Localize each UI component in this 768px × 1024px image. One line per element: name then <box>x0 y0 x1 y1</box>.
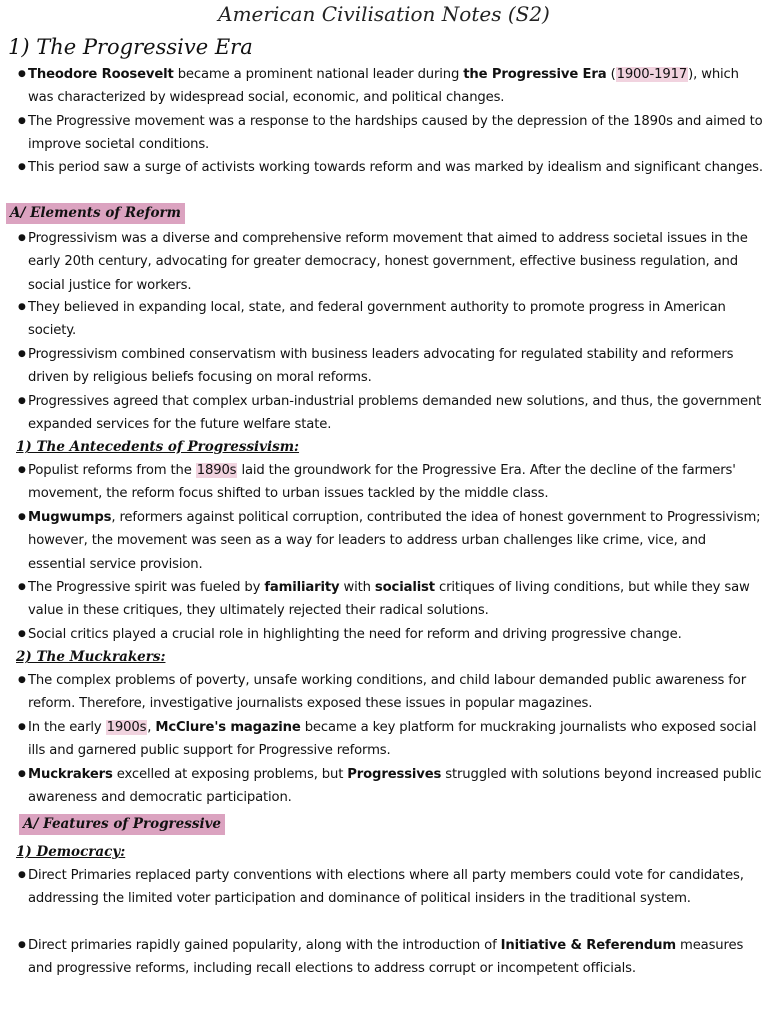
bullet-complex-problems: ● The complex problems of poverty, unsafe working conditions, and child labour demanded public awareness for reform. Therefore, investigative journalists exposed these issues in popular magazines. <box>18 669 766 716</box>
subheading-muckrakers: 2) The Muckrakers: <box>16 649 166 665</box>
bold-familiarity: familiarity <box>264 580 340 595</box>
bullet-muckrakers: ● Muckrakers excelled at exposing problems, but Progressives struggled with solutions beyond increased public awareness and democratic participation. <box>18 763 766 810</box>
bullet-welfare-state: ● Progressives agreed that complex urban-industrial problems demanded new solutions, and thus, the government expanded services for the future welfare state. <box>18 390 766 437</box>
bold-socialist: socialist <box>374 580 435 595</box>
section-features-of-progressive: A/ Features of Progressive <box>19 814 225 835</box>
bold-roosevelt: Theodore Roosevelt <box>28 67 174 82</box>
bold-progressive-era: the Progressive Era <box>463 67 607 82</box>
section-elements-of-reform: A/ Elements of Reform <box>6 203 185 224</box>
highlight-1890s: 1890s <box>196 463 237 478</box>
subheading-antecedents: 1) The Antecedents of Progressivism: <box>16 439 300 455</box>
bullet-activists: ● This period saw a surge of activists working towards reform and was marked by idealism and significant changes. <box>18 156 766 179</box>
bold-progressives: Progressives <box>347 767 442 782</box>
document-title: American Civilisation Notes (S2) <box>218 2 550 26</box>
bullet-populist: ● Populist reforms from the 1890s laid the groundwork for the Progressive Era. After the decline of the farmers' movement, the reform focus shifted to urban issues tackled by the middle class. <box>18 459 766 506</box>
bullet-roosevelt: ● Theodore Roosevelt became a prominent national leader during the Progressive Era (1900-1917), which was characterized by widespread social, economic, and political changes. <box>18 63 766 110</box>
highlight-years: 1900-1917 <box>616 67 688 82</box>
bullet-social-critics: ● Social critics played a crucial role in highlighting the need for reform and driving progressive change. <box>18 623 766 646</box>
bullet-mcclures: ● In the early 1900s, McClure's magazine became a key platform for muckraking journalists who exposed social ills and garnered public support for Progressive reforms. <box>18 716 766 763</box>
bold-initiative-referendum: Initiative & Referendum <box>500 938 676 953</box>
bullet-conservatism: ● Progressivism combined conservatism with business leaders advocating for regulated stability and reformers driven by religious beliefs focusing on moral reforms. <box>18 343 766 390</box>
subheading-democracy: 1) Democracy: <box>16 844 126 860</box>
bullet-socialist: ● The Progressive spirit was fueled by familiarity with socialist critiques of living conditions, but while they saw value in these critiques, they ultimately rejected their radical solutions. <box>18 576 766 623</box>
bullet-government-authority: ● They believed in expanding local, state, and federal government authority to promote progress in American society. <box>18 296 766 343</box>
bullet-progressivism-diverse: ● Progressivism was a diverse and comprehensive reform movement that aimed to address societal issues in the early 20th century, advocating for greater democracy, honest government, effective business regulation, and social justice for workers. <box>18 227 766 297</box>
bold-mcclures: McClure's magazine <box>155 720 301 735</box>
heading-progressive-era: 1) The Progressive Era <box>8 35 253 59</box>
bullet-direct-primaries: ● Direct Primaries replaced party conventions with elections where all party members could vote for candidates, addressing the limited voter participation and dominance of political insiders in the traditional system. <box>18 864 766 911</box>
bold-mugwumps: Mugwumps <box>28 510 112 525</box>
bullet-initiative-referendum: ● Direct primaries rapidly gained popularity, along with the introduction of Initiative & Referendum measures and progressive reforms, including recall elections to address corrupt or incompetent officials. <box>18 934 766 981</box>
highlight-1900s: 1900s <box>106 720 147 735</box>
bold-muckrakers: Muckrakers <box>28 767 113 782</box>
bullet-mugwumps: ● Mugwumps, reformers against political corruption, contributed the idea of honest government to Progressivism; however, the movement was seen as a way for leaders to address urban challenges like crime, vice, and essential service provision. <box>18 506 766 576</box>
bullet-depression: ● The Progressive movement was a response to the hardships caused by the depression of the 1890s and aimed to improve societal conditions. <box>18 110 766 157</box>
